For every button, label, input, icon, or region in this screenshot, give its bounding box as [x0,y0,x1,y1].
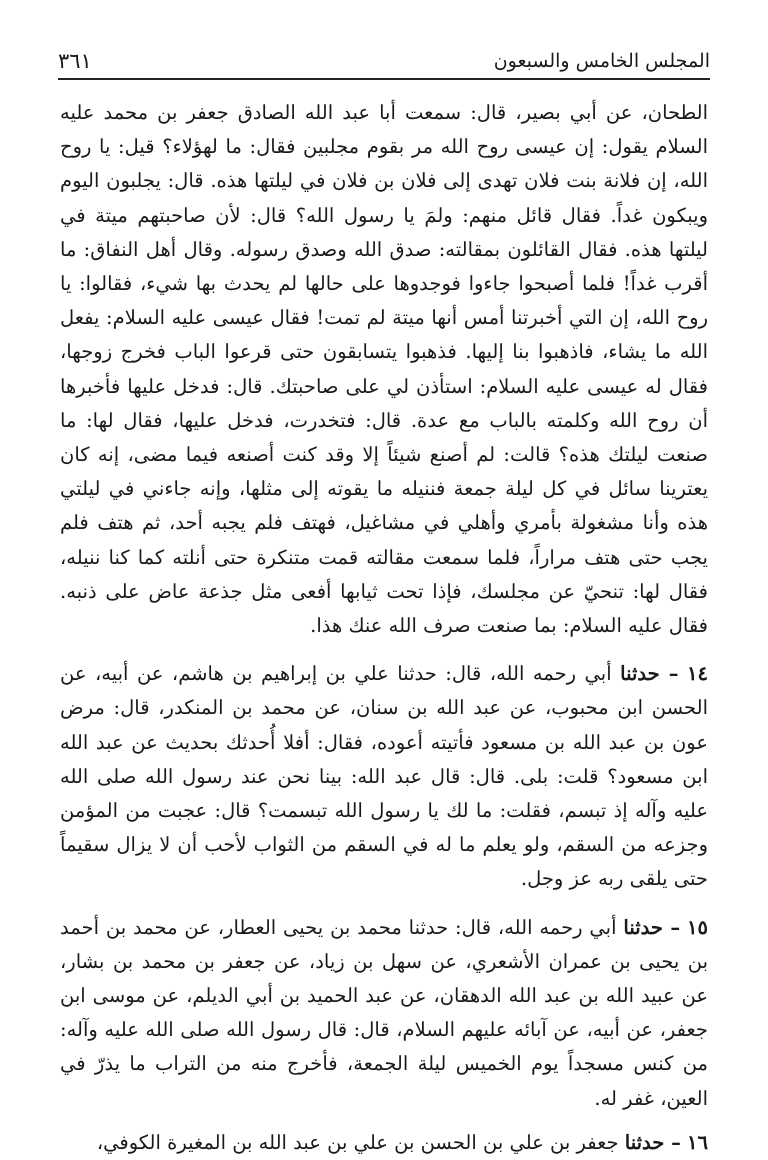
hadith-continuation [60,96,708,643]
hadith-14: ١٤ – حدثنا أبي رحمه الله، قال: حدثنا علي بن إبراهيم بن هاشم، عن أبيه، عن الحسن ابن محبوب، عن عبد الله بن سنان، عن محمد بن المنكدر، قال: مرض عون بن عبد الله بن مسعود فأتيته أعوده، فقال: أفلا أُحدثك بحديث عن عبد الله ابن مسعود؟ قلت: بلى. قال: قال عبد الله: بينا نحن عند رسول الله صلى الله عليه وآله إذ تبسم، فقلت: ما لك يا رسول الله تبسمت؟ قال: عجبت من المؤمن وجزعه من السقم، ولو يعلم ما له في السقم من الثواب لأحب أن لا يزال سقيماً حتى يلقى ربه عز وجل. [60,662,708,891]
page-body [60,96,708,1160]
hadith-16: ١٦ – حدثنا جعفر بن علي بن الحسن بن علي بن عبد الله بن المغيرة الكوفي، [96,1130,708,1154]
hadith-number: ١٦ [687,1130,708,1154]
hadith-number: ١٤ [687,662,708,686]
hadith-opener: حدثنا [620,662,660,686]
paragraph-text: أبي رحمه الله، قال: حدثنا محمد بن يحيى العطار، عن محمد بن أحمد بن يحيى بن عمران الأشعري، عن سهل بن زياد، عن جعفر بن محمد بن بشار، عن عبيد الله بن عبد الله الدهقان، عن عبد الحميد بن أبي الديلم، عن موسى ابن جعفر، عن أبيه، عن آبائه عليهم السلام، قال: قال رسول الله صلى الله عليه وآله: من كنس مسجداً يوم الخميس ليلة الجمعة، فأخرج منه من التراب ما يذرّ في العين، غفر له. [60,915,708,1110]
hadith-opener: حدثنا [624,1130,665,1154]
running-title: المجلس الخامس والسبعون [493,50,710,72]
paragraph-text: أبي رحمه الله، قال: حدثنا علي بن إبراهيم بن هاشم، عن أبيه، عن الحسن ابن محبوب، عن عبد الله بن سنان، عن محمد بن المنكدر، قال: مرض عون بن عبد الله بن مسعود فأتيته أعوده، فقال: أفلا أُحدثك بحديث عن عبد الله ابن مسعود؟ قلت: بلى. قال: قال عبد الله: بينا نحن عند رسول الله صلى الله عليه وآله إذ تبسم، فقلت: ما لك يا رسول الله تبسمت؟ قال: عجبت من المؤمن وجزعه من السقم، ولو يعلم ما له في السقم من الثواب لأحب أن لا يزال سقيماً حتى يلقى ربه عز وجل. [60,662,708,891]
page-number: ٣٦١ [58,49,92,73]
hadith-15: ١٥ – حدثنا أبي رحمه الله، قال: حدثنا محمد بن يحيى العطار، عن محمد بن أحمد بن يحيى بن عمران الأشعري، عن سهل بن زياد، عن جعفر بن محمد بن بشار، عن عبيد الله بن عبد الله الدهقان، عن عبد الحميد بن أبي الديلم، عن موسى ابن جعفر، عن أبيه، عن آبائه عليهم السلام، قال: قال رسول الله صلى الله عليه وآله: من كنس مسجداً يوم الخميس ليلة الجمعة، فأخرج منه من التراب ما يذرّ في العين، غفر له. [60,915,708,1110]
paragraph-text: جعفر بن علي بن الحسن بن علي بن عبد الله بن المغيرة الكوفي، [96,1130,619,1154]
paragraph-text: الطحان، عن أبي بصير، قال: سمعت أبا عبد الله الصادق جعفر بن محمد عليه السلام يقول: إن عيسى روح الله مر بقوم مجلبين فقال: ما لهؤلاء؟ قيل: يا روح الله، إن فلانة بنت فلان تهدى إلى فلان بن فلان في ليلتها هذه. قال: يجلبون اليوم ويبكون غداً. فقال قائل منهم: ولمَ يا رسول الله؟ قال: لأن صاحبتهم ميتة في ليلتها هذه. فقال القائلون بمقالته: صدق الله وصدق رسوله. وقال أهل النفاق: ما أقرب غداً! فلما أصبحوا جاءوا فوجدوها على حالها لم يحدث بها شيء، فقالوا: يا روح الله، إن التي أخبرتنا أمس أنها ميتة لم تمت! فقال عيسى عليه السلام: يفعل الله ما يشاء، فاذهبوا بنا إليها. فذهبوا يتسابقون حتى قرعوا الباب فخرج زوجها، فقال له عيسى عليه السلام: استأذن لي على صاحبتك. قال: فدخل عليها فأخبرها أن روح الله وكلمته بالباب مع عدة. قال: فتخدرت، فدخل عليها، فقال لها: ما صنعت ليلتك هذه؟ قالت: لم أصنع شيئاً إلا وقد كنت أصنعه فيما مضى، إنه كان يعترينا سائل في كل ليلة جمعة فننيله ما يقوته إلى مثلها، وإنه جاءني في ليلتي هذه وأنا مشغولة بأمري وأهلي في مشاغيل، فهتف فلم يجبه أحد، ثم هتف فلم يجب حتى هتف مراراً، فلما سمعت مقالته قمت متنكرة حتى أنلته كما كنا ننيله، فقال لها: تنحيّ عن مجلسك، فإذا تحت ثيابها أفعى مثل جذعة عاض على ذنبه. فقال عليه السلام: بما صنعت صرف الله عنك هذا. [60,101,708,638]
page-header [58,44,710,80]
hadith-number: ١٥ [687,915,708,939]
hadith-opener: حدثنا [623,915,663,939]
